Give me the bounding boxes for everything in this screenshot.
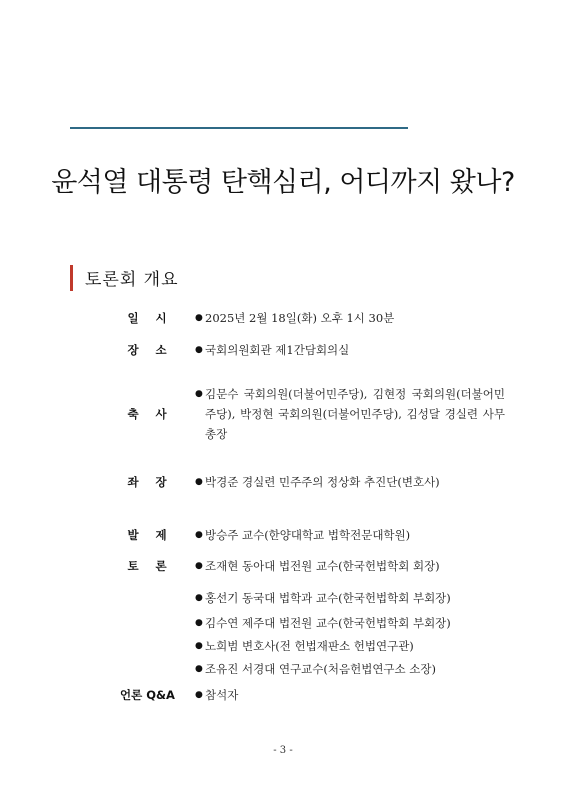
bullet-icon: ● [195,530,203,540]
top-divider [70,127,408,129]
info-row-congratulatory [100,384,505,444]
section-title: 토론회 개요 [85,270,179,290]
info-value: 조재현 동아대 법전원 교수(한국헌법학회 회장) [205,559,440,573]
label-char: 발 [127,528,140,542]
bullet-icon: ● [195,313,203,323]
label-char: 장 [155,475,168,489]
bullet-icon: ● [195,664,203,674]
info-row-presentation [100,525,505,545]
page-title: 윤석열 대통령 탄핵심리, 어디까지 왔나? [51,167,515,198]
info-value: 2025년 2월 18일(화) 오후 1시 30분 [205,311,395,325]
info-row-venue [100,340,505,360]
info-label: 언론 Q&A [120,688,175,702]
label-char: 시 [155,311,168,325]
label-char: 축 [127,407,140,421]
info-row-discussant [100,588,505,608]
info-value: 국회의원회관 제1간담회의실 [205,343,350,357]
info-row-discussant [100,613,505,633]
info-label [100,556,195,576]
page-number: - 3 - [273,745,293,756]
bullet-icon: ● [195,593,203,603]
bullet-icon: ● [195,561,203,571]
info-value: 김수연 제주대 법전원 교수(한국헌법학회 부회장) [205,616,451,630]
bullet-icon: ● [195,641,203,651]
section-header [70,264,179,291]
bullet-icon: ● [195,389,203,399]
info-value: 방승주 교수(한양대학교 법학전문대학원) [205,528,411,542]
info-row-moderator [100,472,505,492]
label-char: 토 [127,559,140,573]
info-label [100,472,195,492]
info-value: 박경준 경실련 민주주의 정상화 추진단(변호사) [205,475,440,489]
info-label [100,308,195,328]
label-char: 일 [127,311,140,325]
bullet-icon: ● [195,690,203,700]
label-char: 장 [127,343,140,357]
info-row-discussant [100,659,505,679]
info-row-discussion [100,556,505,576]
info-value: 참석자 [205,688,239,702]
info-row-press-qa [100,685,505,705]
info-value: 노희범 변호사(전 헌법재판소 헌법연구관) [205,639,414,653]
section-accent-bar [70,265,73,291]
info-value: 김문수 국회의원(더불어민주당), 김현정 국회의원(더불어민주당), 박정현 국회의원(더불어민주당), 김성달 경실련 사무총장 [205,387,505,441]
info-row-datetime [100,308,505,328]
label-char: 사 [155,407,168,421]
info-value: 홍선기 동국대 법학과 교수(한국헌법학회 부회장) [205,591,451,605]
bullet-icon: ● [195,345,203,355]
info-row-discussant [100,636,505,656]
info-label [100,340,195,360]
label-char: 좌 [127,475,140,489]
bullet-icon: ● [195,618,203,628]
label-char: 제 [155,528,168,542]
label-char: 론 [155,559,168,573]
info-label [100,525,195,545]
bullet-icon: ● [195,477,203,487]
info-value: 조유진 서경대 연구교수(처음헌법연구소 소장) [205,662,437,676]
label-char: 소 [155,343,168,357]
info-label [100,404,195,424]
